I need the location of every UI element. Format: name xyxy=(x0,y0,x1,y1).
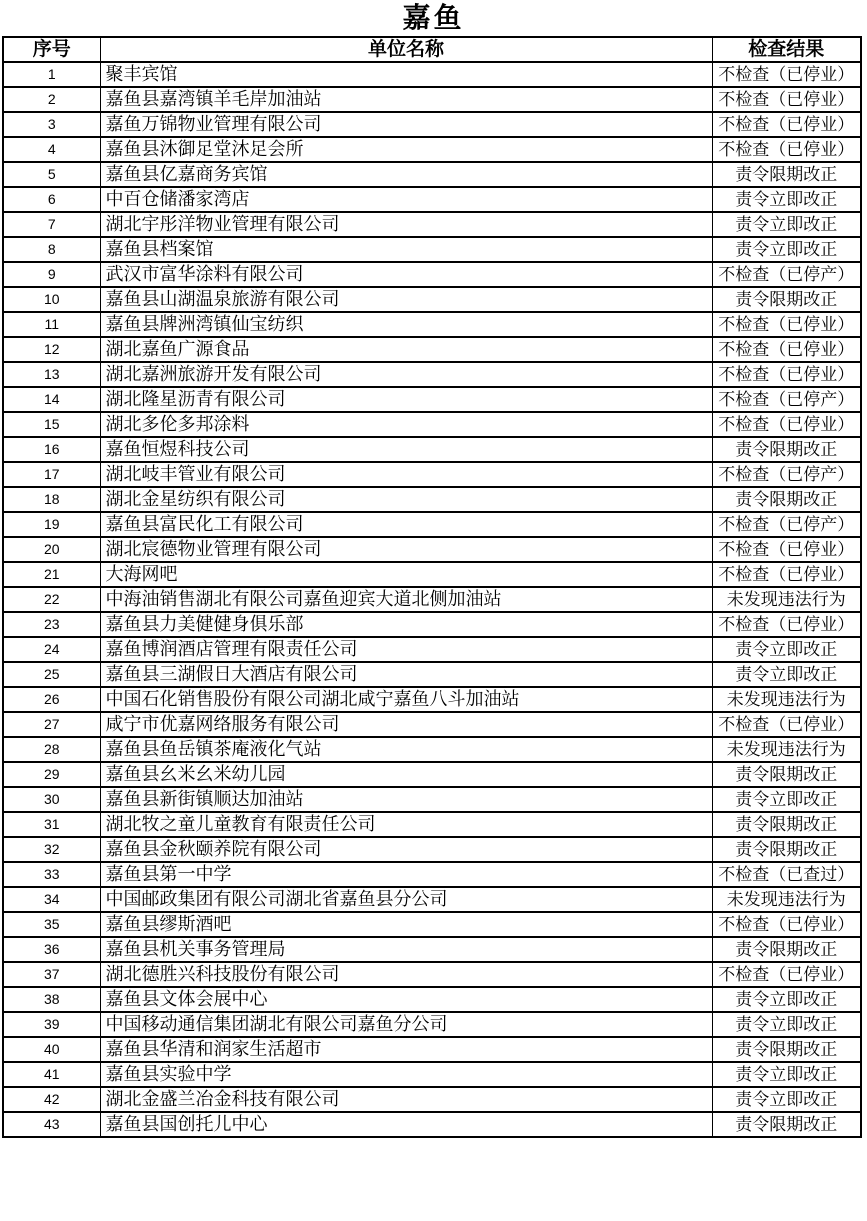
table-row xyxy=(3,587,861,612)
table-row xyxy=(3,362,861,387)
unit-name-cell: 湖北牧之童儿童教育有限责任公司 xyxy=(100,812,712,837)
serial-number-cell: 28 xyxy=(3,737,100,762)
table-row xyxy=(3,612,861,637)
serial-number-cell: 36 xyxy=(3,937,100,962)
unit-name-cell: 嘉鱼恒煜科技公司 xyxy=(100,437,712,462)
serial-number-cell: 35 xyxy=(3,912,100,937)
inspection-result-cell: 不检查（已停业） xyxy=(712,537,861,562)
table-row xyxy=(3,162,861,187)
inspection-result-cell: 责令限期改正 xyxy=(712,437,861,462)
table-row xyxy=(3,762,861,787)
unit-name-cell: 中国邮政集团有限公司湖北省嘉鱼县分公司 xyxy=(100,887,712,912)
inspection-result-cell: 责令限期改正 xyxy=(712,487,861,512)
serial-number-cell: 2 xyxy=(3,87,100,112)
table-row xyxy=(3,562,861,587)
table-row xyxy=(3,987,861,1012)
inspection-result-cell: 不检查（已停业） xyxy=(712,962,861,987)
unit-name-cell: 嘉鱼县第一中学 xyxy=(100,862,712,887)
serial-number-cell: 1 xyxy=(3,62,100,87)
table-row xyxy=(3,87,861,112)
serial-number-cell: 13 xyxy=(3,362,100,387)
table-body xyxy=(3,62,861,1137)
unit-name-cell: 嘉鱼县幺米幺米幼儿园 xyxy=(100,762,712,787)
table-row xyxy=(3,262,861,287)
serial-number-cell: 21 xyxy=(3,562,100,587)
serial-number-cell: 16 xyxy=(3,437,100,462)
unit-name-cell: 嘉鱼县力美健健身俱乐部 xyxy=(100,612,712,637)
table-row xyxy=(3,1037,861,1062)
serial-number-cell: 24 xyxy=(3,637,100,662)
inspection-result-cell: 不检查（已停业） xyxy=(712,62,861,87)
inspection-result-cell: 不检查（已停业） xyxy=(712,337,861,362)
serial-number-cell: 12 xyxy=(3,337,100,362)
inspection-result-cell: 不检查（已停业） xyxy=(712,712,861,737)
table-row xyxy=(3,687,861,712)
serial-number-cell: 15 xyxy=(3,412,100,437)
unit-name-cell: 咸宁市优嘉网络服务有限公司 xyxy=(100,712,712,737)
serial-number-cell: 9 xyxy=(3,262,100,287)
unit-name-cell: 嘉鱼县亿嘉商务宾馆 xyxy=(100,162,712,187)
unit-name-cell: 湖北嘉鱼广源食品 xyxy=(100,337,712,362)
unit-name-cell: 嘉鱼县富民化工有限公司 xyxy=(100,512,712,537)
serial-number-cell: 40 xyxy=(3,1037,100,1062)
table-row xyxy=(3,662,861,687)
unit-name-cell: 湖北宇彤洋物业管理有限公司 xyxy=(100,212,712,237)
unit-name-cell: 湖北宸德物业管理有限公司 xyxy=(100,537,712,562)
inspection-result-cell: 不检查（已停产） xyxy=(712,512,861,537)
inspection-result-cell: 责令限期改正 xyxy=(712,162,861,187)
serial-number-cell: 42 xyxy=(3,1087,100,1112)
inspection-result-cell: 不检查（已停业） xyxy=(712,112,861,137)
inspection-result-cell: 责令立即改正 xyxy=(712,787,861,812)
unit-name-cell: 湖北金星纺织有限公司 xyxy=(100,487,712,512)
unit-name-cell: 中国移动通信集团湖北有限公司嘉鱼分公司 xyxy=(100,1012,712,1037)
serial-number-cell: 33 xyxy=(3,862,100,887)
serial-number-cell: 4 xyxy=(3,137,100,162)
serial-number-cell: 34 xyxy=(3,887,100,912)
inspection-result-cell: 不检查（已停业） xyxy=(712,362,861,387)
inspection-result-cell: 责令立即改正 xyxy=(712,1062,861,1087)
table-row xyxy=(3,737,861,762)
serial-number-cell: 38 xyxy=(3,987,100,1012)
unit-name-cell: 湖北金盛兰冶金科技有限公司 xyxy=(100,1087,712,1112)
table-row xyxy=(3,287,861,312)
table-row xyxy=(3,1062,861,1087)
unit-name-cell: 嘉鱼万锦物业管理有限公司 xyxy=(100,112,712,137)
unit-name-cell: 湖北德胜兴科技股份有限公司 xyxy=(100,962,712,987)
unit-name-cell: 嘉鱼县档案馆 xyxy=(100,237,712,262)
table-row xyxy=(3,537,861,562)
table-row xyxy=(3,237,861,262)
serial-number-cell: 11 xyxy=(3,312,100,337)
table-row xyxy=(3,337,861,362)
unit-name-cell: 嘉鱼县文体会展中心 xyxy=(100,987,712,1012)
table-row xyxy=(3,462,861,487)
inspection-result-cell: 责令立即改正 xyxy=(712,1087,861,1112)
serial-number-cell: 37 xyxy=(3,962,100,987)
serial-number-cell: 43 xyxy=(3,1112,100,1137)
serial-number-cell: 27 xyxy=(3,712,100,737)
inspection-result-cell: 不检查（已停业） xyxy=(712,912,861,937)
unit-name-cell: 湖北嘉洲旅游开发有限公司 xyxy=(100,362,712,387)
serial-number-cell: 26 xyxy=(3,687,100,712)
inspection-result-cell: 责令立即改正 xyxy=(712,187,861,212)
serial-number-cell: 6 xyxy=(3,187,100,212)
inspection-result-cell: 未发现违法行为 xyxy=(712,737,861,762)
table-row xyxy=(3,787,861,812)
serial-number-cell: 30 xyxy=(3,787,100,812)
serial-number-cell: 10 xyxy=(3,287,100,312)
serial-number-cell: 31 xyxy=(3,812,100,837)
inspection-result-cell: 责令限期改正 xyxy=(712,1112,861,1137)
serial-number-cell: 18 xyxy=(3,487,100,512)
unit-name-cell: 嘉鱼县新街镇顺达加油站 xyxy=(100,787,712,812)
unit-name-cell: 嘉鱼县缪斯酒吧 xyxy=(100,912,712,937)
unit-name-cell: 嘉鱼县华清和润家生活超市 xyxy=(100,1037,712,1062)
serial-number-cell: 7 xyxy=(3,212,100,237)
serial-number-cell: 32 xyxy=(3,837,100,862)
serial-number-cell: 8 xyxy=(3,237,100,262)
serial-number-cell: 23 xyxy=(3,612,100,637)
inspection-result-cell: 不检查（已停产） xyxy=(712,387,861,412)
unit-name-cell: 湖北岐丰管业有限公司 xyxy=(100,462,712,487)
serial-number-cell: 19 xyxy=(3,512,100,537)
inspection-result-cell: 不检查（已停产） xyxy=(712,262,861,287)
serial-number-cell: 29 xyxy=(3,762,100,787)
header-row xyxy=(3,37,861,62)
inspection-result-cell: 责令立即改正 xyxy=(712,212,861,237)
table-row xyxy=(3,1112,861,1137)
unit-name-cell: 武汉市富华涂料有限公司 xyxy=(100,262,712,287)
inspection-result-cell: 责令限期改正 xyxy=(712,287,861,312)
inspection-result-cell: 责令限期改正 xyxy=(712,762,861,787)
unit-name-cell: 中国石化销售股份有限公司湖北咸宁嘉鱼八斗加油站 xyxy=(100,687,712,712)
table-row xyxy=(3,487,861,512)
unit-name-cell: 中百仓储潘家湾店 xyxy=(100,187,712,212)
table-row xyxy=(3,112,861,137)
unit-name-cell: 嘉鱼县鱼岳镇茶庵液化气站 xyxy=(100,737,712,762)
serial-number-cell: 3 xyxy=(3,112,100,137)
table-row xyxy=(3,437,861,462)
inspection-result-cell: 未发现违法行为 xyxy=(712,887,861,912)
unit-name-cell: 嘉鱼博润酒店管理有限责任公司 xyxy=(100,637,712,662)
table-row xyxy=(3,962,861,987)
table-row xyxy=(3,837,861,862)
column-header-unit-name: 单位名称 xyxy=(100,37,712,62)
inspection-result-cell: 未发现违法行为 xyxy=(712,587,861,612)
serial-number-cell: 39 xyxy=(3,1012,100,1037)
inspection-result-cell: 不检查（已停业） xyxy=(712,562,861,587)
unit-name-cell: 嘉鱼县三湖假日大酒店有限公司 xyxy=(100,662,712,687)
unit-name-cell: 嘉鱼县沐御足堂沐足会所 xyxy=(100,137,712,162)
table-row xyxy=(3,212,861,237)
table-row xyxy=(3,312,861,337)
serial-number-cell: 5 xyxy=(3,162,100,187)
unit-name-cell: 嘉鱼县山湖温泉旅游有限公司 xyxy=(100,287,712,312)
unit-name-cell: 湖北多伦多邦涂料 xyxy=(100,412,712,437)
inspection-result-cell: 不检查（已查过） xyxy=(712,862,861,887)
inspection-result-cell: 不检查（已停业） xyxy=(712,312,861,337)
inspection-result-cell: 责令限期改正 xyxy=(712,937,861,962)
unit-name-cell: 嘉鱼县国创托儿中心 xyxy=(100,1112,712,1137)
table-row xyxy=(3,187,861,212)
inspection-result-cell: 责令限期改正 xyxy=(712,1037,861,1062)
serial-number-cell: 17 xyxy=(3,462,100,487)
unit-name-cell: 嘉鱼县机关事务管理局 xyxy=(100,937,712,962)
inspection-result-cell: 不检查（已停业） xyxy=(712,87,861,112)
inspection-result-cell: 责令限期改正 xyxy=(712,837,861,862)
serial-number-cell: 22 xyxy=(3,587,100,612)
inspection-result-cell: 责令立即改正 xyxy=(712,987,861,1012)
unit-name-cell: 嘉鱼县嘉湾镇羊毛岸加油站 xyxy=(100,87,712,112)
serial-number-cell: 41 xyxy=(3,1062,100,1087)
serial-number-cell: 20 xyxy=(3,537,100,562)
serial-number-cell: 14 xyxy=(3,387,100,412)
page-title: 嘉鱼 xyxy=(402,2,465,33)
inspection-result-cell: 责令立即改正 xyxy=(712,637,861,662)
table-row xyxy=(3,637,861,662)
inspection-table xyxy=(2,36,862,1138)
table-row xyxy=(3,937,861,962)
unit-name-cell: 嘉鱼县牌洲湾镇仙宝纺织 xyxy=(100,312,712,337)
inspection-result-cell: 责令限期改正 xyxy=(712,812,861,837)
table-row xyxy=(3,512,861,537)
table-row xyxy=(3,62,861,87)
table-row xyxy=(3,1012,861,1037)
unit-name-cell: 中海油销售湖北有限公司嘉鱼迎宾大道北侧加油站 xyxy=(100,587,712,612)
unit-name-cell: 嘉鱼县金秋颐养院有限公司 xyxy=(100,837,712,862)
inspection-result-cell: 不检查（已停业） xyxy=(712,412,861,437)
inspection-result-cell: 未发现违法行为 xyxy=(712,687,861,712)
inspection-result-cell: 责令立即改正 xyxy=(712,237,861,262)
inspection-result-cell: 不检查（已停产） xyxy=(712,462,861,487)
unit-name-cell: 湖北隆星沥青有限公司 xyxy=(100,387,712,412)
unit-name-cell: 大海网吧 xyxy=(100,562,712,587)
table-row xyxy=(3,887,861,912)
inspection-result-cell: 不检查（已停业） xyxy=(712,612,861,637)
serial-number-cell: 25 xyxy=(3,662,100,687)
table-row xyxy=(3,912,861,937)
table-row xyxy=(3,412,861,437)
unit-name-cell: 聚丰宾馆 xyxy=(100,62,712,87)
inspection-result-cell: 责令立即改正 xyxy=(712,1012,861,1037)
table-row xyxy=(3,862,861,887)
table-row xyxy=(3,387,861,412)
table-row xyxy=(3,137,861,162)
column-header-serial-number: 序号 xyxy=(3,37,100,62)
unit-name-cell: 嘉鱼县实验中学 xyxy=(100,1062,712,1087)
table-row xyxy=(3,1087,861,1112)
inspection-result-cell: 责令立即改正 xyxy=(712,662,861,687)
column-header-inspection-result: 检查结果 xyxy=(712,37,861,62)
table-row xyxy=(3,712,861,737)
table-row xyxy=(3,812,861,837)
inspection-result-cell: 不检查（已停业） xyxy=(712,137,861,162)
